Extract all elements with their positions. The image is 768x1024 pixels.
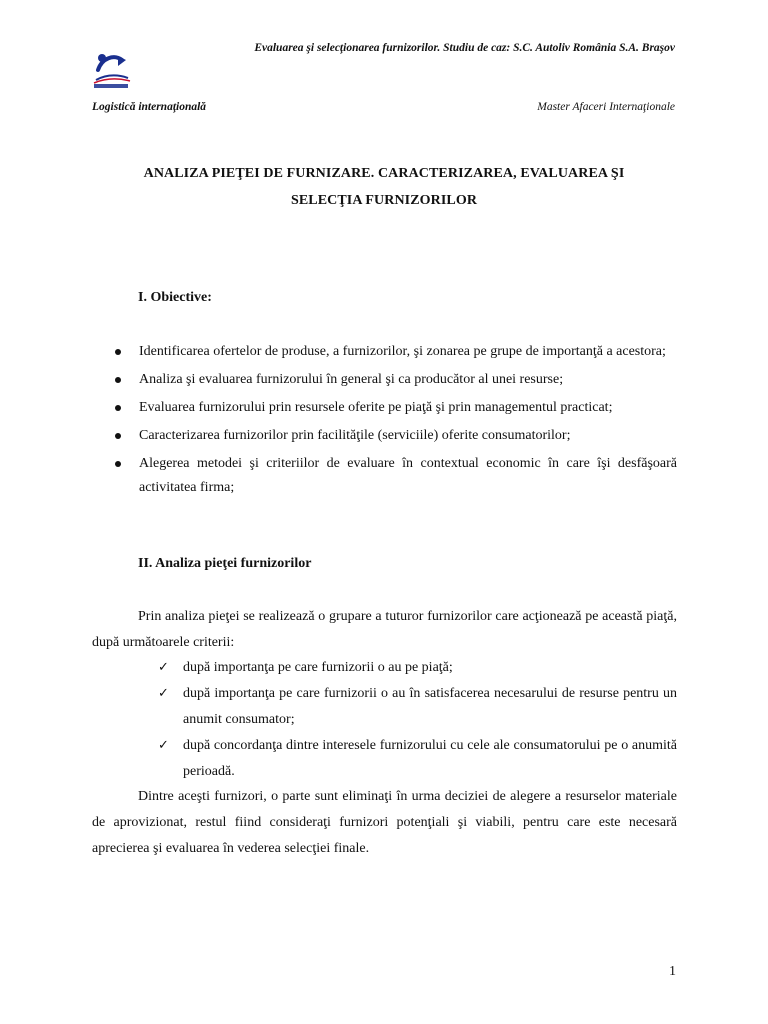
bullet-icon — [115, 433, 121, 439]
section2-paragraph2: Dintre aceşti furnizori, o parte sunt eliminaţi în urma deciziei de alegere a resurselor materiale de aprovizionat, restul fiind consideraţi furnizori potenţiali şi viabili, pentru care este necesară aprecierea şi evaluarea în vederea selecţiei finale. — [92, 789, 677, 856]
document-title-line1: ANALIZA PIEŢEI DE FURNIZARE. CARACTERIZAREA, EVALUAREA ŞI — [143, 166, 625, 181]
bullet-icon — [115, 377, 121, 383]
list-item — [158, 733, 677, 785]
list-item-text: Caracterizarea furnizorilor prin facilităţile (serviciile) oferite consumatorilor; — [139, 428, 571, 443]
list-item-text: după importanţa pe care furnizorii o au în satisfacerea necesarului de resurse pentru un anumit consumator; — [183, 686, 677, 727]
list-item-text: Alegerea metodei şi criteriilor de evaluare în contextual economic în care îşi desfăşoară activitatea firma; — [139, 456, 677, 495]
list-item-text: Evaluarea furnizorului prin resursele oferite pe piaţă şi prin managementul practicat; — [139, 400, 613, 415]
checkmark-icon: ✓ — [158, 660, 169, 675]
checkmark-icon: ✓ — [158, 738, 169, 753]
list-item-text: după importanţa pe care furnizorii o au pe piaţă; — [183, 660, 453, 675]
list-item-text: Identificarea ofertelor de produse, a furnizorilor, şi zonarea pe grupe de importanţă a acestora; — [139, 344, 666, 359]
document-title — [92, 160, 676, 214]
list-item — [158, 655, 677, 681]
bullet-icon — [115, 461, 121, 467]
running-header-right: Master Afaceri Internaţionale — [537, 101, 675, 113]
section2-heading: II. Analiza pieţei furnizorilor — [138, 556, 312, 571]
section2-paragraph1: Prin analiza pieţei se realizează o grupare a tuturor furnizorilor care acţionează pe această piaţă, după următoarele criterii: — [92, 609, 677, 650]
list-item — [112, 340, 677, 364]
bullet-icon — [115, 349, 121, 355]
running-header-title: Evaluarea şi selecţionarea furnizorilor. Studiu de caz: S.C. Autoliv România S.A. Braşov — [254, 42, 675, 54]
autoliv-logo-icon — [88, 50, 134, 90]
checkmark-icon: ✓ — [158, 686, 169, 701]
list-item — [158, 681, 677, 733]
list-item — [112, 452, 677, 500]
bullet-icon — [115, 405, 121, 411]
objectives-list — [112, 340, 677, 504]
running-header-left: Logistică internaţională — [92, 101, 207, 113]
list-item — [112, 396, 677, 420]
list-item — [112, 424, 677, 448]
section1-heading: I. Obiective: — [138, 290, 212, 305]
list-item-text: după concordanţa dintre interesele furnizorului cu cele ale consumatorului pe o anumită perioadă. — [183, 738, 677, 779]
list-item — [112, 368, 677, 392]
document-title-line2: SELECŢIA FURNIZORILOR — [290, 193, 478, 208]
page-number: 1 — [669, 964, 676, 979]
criteria-list — [158, 655, 677, 785]
list-item-text: Analiza şi evaluarea furnizorului în general şi ca producător al unei resurse; — [139, 372, 564, 387]
